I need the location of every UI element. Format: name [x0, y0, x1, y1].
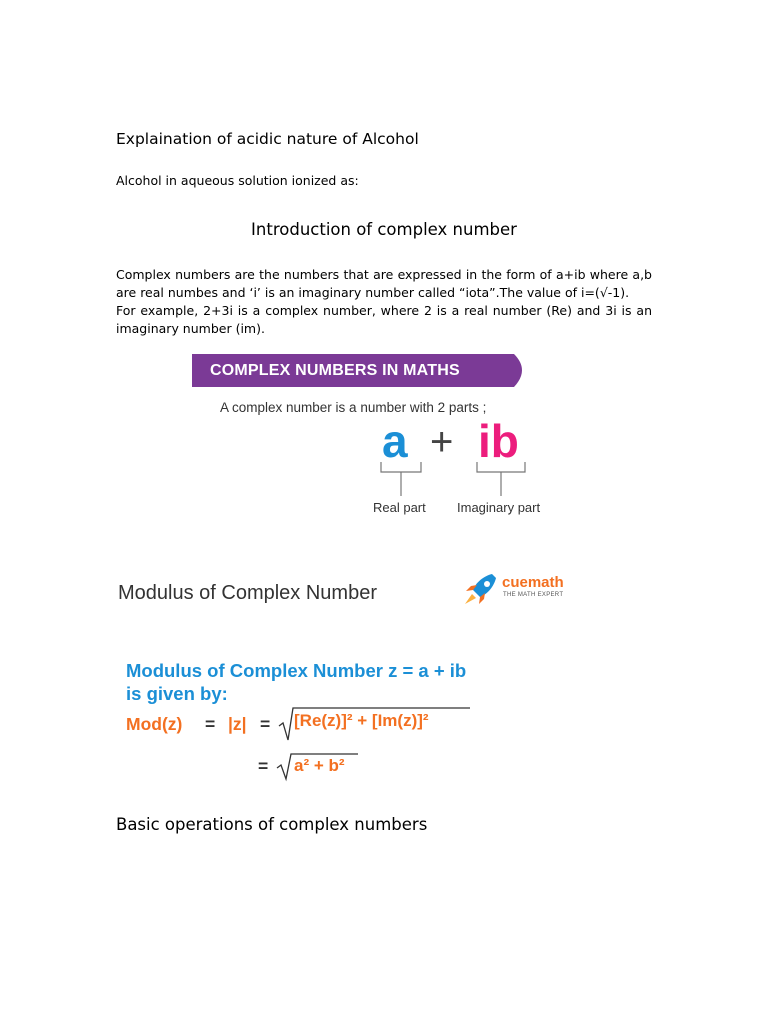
figure-banner-text: COMPLEX NUMBERS IN MATHS: [210, 362, 460, 379]
imaginary-part-symbol: ib: [478, 415, 519, 467]
real-part-label: Real part: [373, 500, 426, 515]
logo-tagline: THE MATH EXPERT: [503, 592, 564, 598]
real-part-symbol: a: [382, 415, 408, 467]
modulus-title: Modulus of Complex Number: [118, 582, 377, 604]
radicand-a-b: a² + b²: [294, 756, 345, 775]
heading-acidic-nature: Explaination of acidic nature of Alcohol: [116, 130, 419, 148]
logo-wordmark: cuemath: [502, 574, 564, 591]
heading-complex-number: Introduction of complex number: [251, 220, 517, 239]
abs-z-label: |z|: [228, 714, 247, 734]
equals-sign-3: =: [258, 756, 269, 776]
radicand-re-im: [Re(z)]² + [Im(z)]²: [294, 711, 429, 730]
modulus-definition-line: Modulus of Complex Number z = a + ib: [126, 660, 467, 681]
equals-sign-2: =: [260, 714, 271, 734]
paragraph-example: For example, 2+3i is a complex number, where 2 is a real number (Re) and 3i is an imaginary number (im).: [116, 303, 652, 336]
paragraph-definition: Complex numbers are the numbers that are expressed in the form of a+ib where a,b are real numbes and ‘i’ is an imaginary number called “iota”.The value of i=(√-1).: [116, 267, 652, 300]
imaginary-part-label: Imaginary part: [457, 500, 541, 515]
complex-intro-paragraph: [116, 266, 652, 338]
complex-number-figure: [186, 350, 566, 530]
equals-sign-1: =: [205, 714, 216, 734]
imag-part-bracket: [477, 462, 525, 472]
heading-basic-operations: Basic operations of complex numbers: [116, 815, 428, 834]
rocket-icon: [462, 572, 500, 608]
plus-symbol: +: [430, 420, 454, 464]
cuemath-logo: [462, 570, 582, 610]
figure-caption: A complex number is a number with 2 parts ;: [220, 400, 487, 415]
real-part-bracket: [381, 462, 421, 472]
alcohol-ionization-line: Alcohol in aqueous solution ionized as:: [116, 173, 359, 188]
mod-z-label: Mod(z): [126, 714, 183, 734]
modulus-given-by-line: is given by:: [126, 683, 228, 704]
